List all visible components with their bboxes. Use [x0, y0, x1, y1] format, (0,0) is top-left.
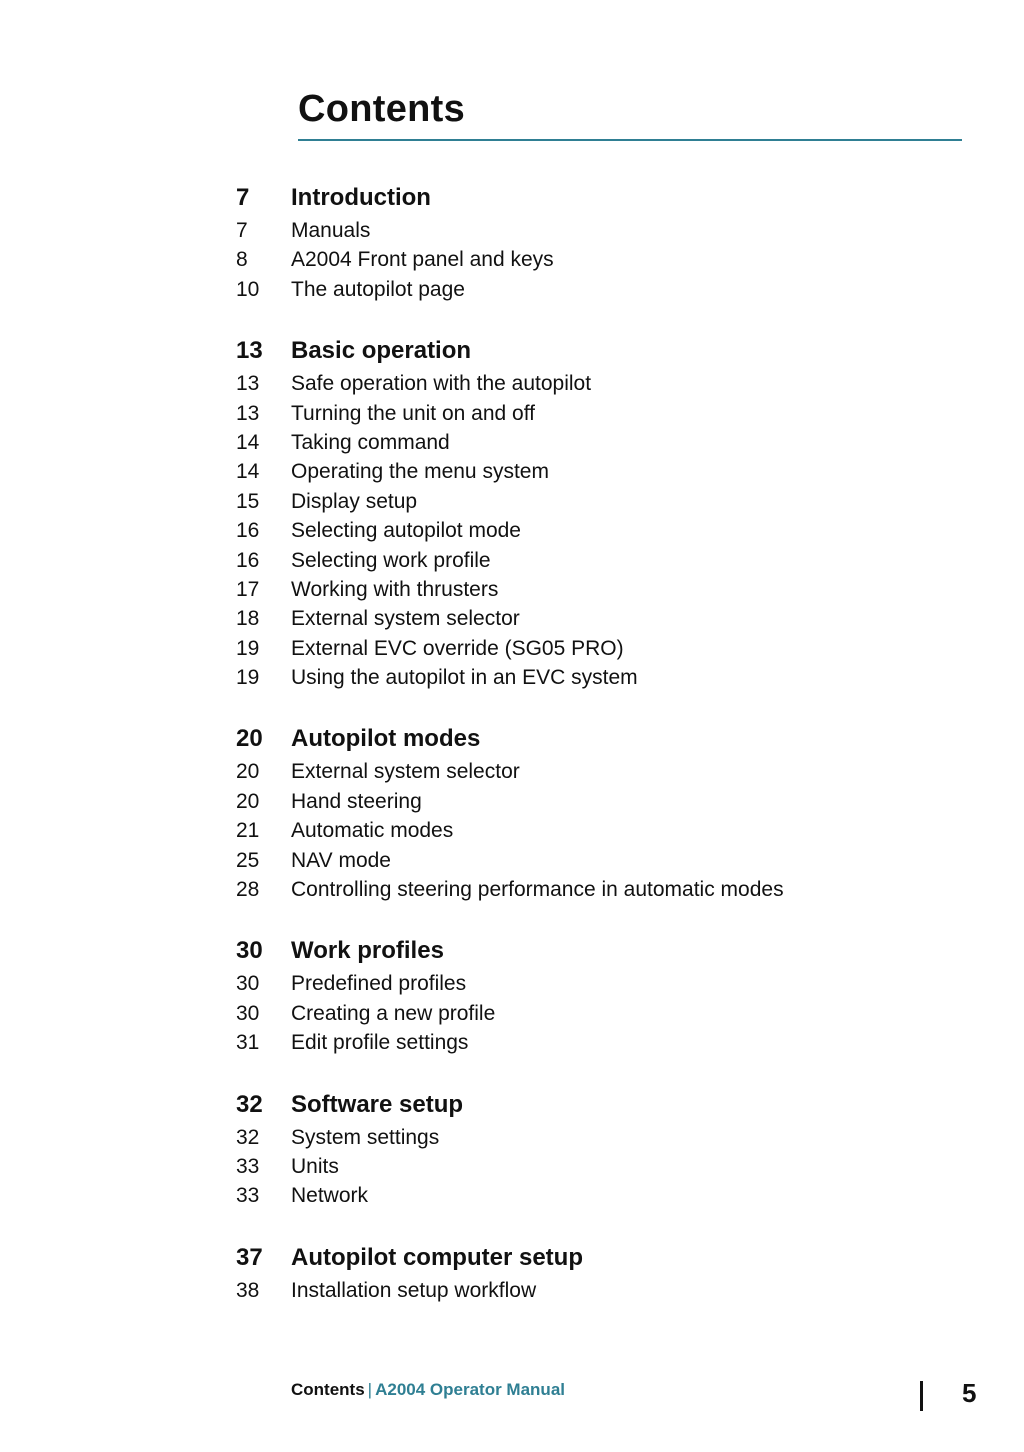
- toc-entry-title: Using the autopilot in an EVC system: [291, 666, 638, 690]
- footer-manual-name: A2004 Operator Manual: [375, 1380, 565, 1399]
- toc-entry-title: External system selector: [291, 760, 520, 784]
- toc-entry[interactable]: [236, 487, 976, 516]
- table-of-contents: [236, 180, 976, 1334]
- toc-entry[interactable]: [236, 875, 976, 904]
- toc-heading-page-number: 32: [236, 1090, 263, 1118]
- toc-entry[interactable]: [236, 634, 976, 663]
- toc-entry[interactable]: [236, 846, 976, 875]
- toc-entry[interactable]: [236, 546, 976, 575]
- toc-entry-title: External system selector: [291, 607, 520, 631]
- toc-entry[interactable]: [236, 399, 976, 428]
- toc-section: [236, 180, 976, 304]
- toc-section: [236, 721, 976, 904]
- toc-entry-title: Predefined profiles: [291, 972, 467, 996]
- toc-heading-title: Introduction: [291, 184, 431, 211]
- toc-entry-page-number: 21: [236, 819, 260, 843]
- title-divider: [298, 139, 962, 141]
- toc-entry-title: Working with thrusters: [291, 577, 499, 601]
- toc-section: [236, 933, 976, 1057]
- toc-entry[interactable]: [236, 516, 976, 545]
- toc-entry[interactable]: [236, 1152, 976, 1181]
- toc-entry-title: Edit profile settings: [291, 1031, 469, 1055]
- toc-section-heading[interactable]: [236, 933, 976, 969]
- toc-entry[interactable]: [236, 457, 976, 486]
- toc-entry[interactable]: [236, 575, 976, 604]
- toc-heading-page-number: 13: [236, 337, 263, 365]
- toc-entry[interactable]: [236, 1028, 976, 1057]
- toc-entry-title: Display setup: [291, 489, 418, 513]
- toc-entry-page-number: 16: [236, 519, 260, 543]
- toc-entry-title: Units: [291, 1154, 339, 1178]
- toc-entry[interactable]: [236, 663, 976, 692]
- page-number: 5: [962, 1378, 977, 1408]
- footer-divider-bar: [920, 1381, 923, 1411]
- toc-entry[interactable]: [236, 604, 976, 633]
- toc-entry-page-number: 16: [236, 548, 260, 572]
- toc-entry-page-number: 19: [236, 636, 260, 660]
- toc-entry-page-number: 28: [236, 878, 260, 902]
- toc-entry-page-number: 38: [236, 1278, 260, 1302]
- toc-entry-title: Controlling steering performance in automatic modes: [291, 878, 784, 902]
- toc-entry-title: Taking command: [291, 430, 450, 454]
- toc-entry[interactable]: [236, 787, 976, 816]
- toc-entry[interactable]: [236, 369, 976, 398]
- toc-entry-title: NAV mode: [291, 848, 391, 872]
- toc-entry-page-number: 20: [236, 760, 260, 784]
- toc-heading-title: Autopilot modes: [291, 725, 481, 753]
- toc-entry[interactable]: [236, 757, 976, 786]
- toc-entry-title: Operating the menu system: [291, 460, 549, 484]
- toc-heading-page-number: 37: [236, 1243, 263, 1271]
- toc-entry-page-number: 14: [236, 460, 260, 484]
- toc-entry-page-number: 13: [236, 401, 260, 425]
- toc-entry-title: External EVC override (SG05 PRO): [291, 636, 624, 660]
- toc-entry[interactable]: [236, 1181, 976, 1210]
- toc-section-heading[interactable]: [236, 1240, 976, 1276]
- footer: [291, 1380, 565, 1400]
- toc-heading-title: Autopilot computer setup: [291, 1243, 583, 1271]
- toc-section: [236, 1240, 976, 1305]
- toc-entry-page-number: 14: [236, 430, 260, 454]
- toc-entry-page-number: 8: [236, 248, 248, 272]
- toc-entry-title: Selecting work profile: [291, 548, 491, 572]
- toc-section-heading[interactable]: [236, 721, 976, 757]
- toc-entry-title: The autopilot page: [291, 277, 465, 301]
- toc-entry-title: Creating a new profile: [291, 1001, 496, 1025]
- toc-entry-page-number: 25: [236, 848, 260, 872]
- toc-heading-page-number: 7: [236, 184, 250, 211]
- toc-entry-page-number: 7: [236, 219, 248, 242]
- toc-entry-page-number: 33: [236, 1154, 260, 1178]
- toc-entry[interactable]: [236, 969, 976, 998]
- toc-section-heading[interactable]: [236, 333, 976, 369]
- toc-entry[interactable]: [236, 275, 976, 304]
- toc-entry-page-number: 30: [236, 972, 260, 996]
- toc-heading-title: Work profiles: [291, 937, 444, 965]
- toc-heading-title: Basic operation: [291, 337, 472, 365]
- toc-entry-title: System settings: [291, 1125, 440, 1149]
- toc-entry-title: A2004 Front panel and keys: [291, 248, 554, 272]
- toc-entry-title: Turning the unit on and off: [291, 401, 536, 425]
- toc-entry[interactable]: [236, 1276, 976, 1305]
- toc-entry-page-number: 30: [236, 1001, 260, 1025]
- toc-entry[interactable]: [236, 428, 976, 457]
- toc-entry-title: Automatic modes: [291, 819, 454, 843]
- toc-entry-page-number: 32: [236, 1125, 260, 1149]
- toc-entry-page-number: 20: [236, 789, 260, 813]
- toc-entry-title: Manuals: [291, 219, 371, 242]
- toc-entry[interactable]: [236, 245, 976, 274]
- footer-section-label: Contents: [291, 1380, 365, 1399]
- toc-entry-page-number: 17: [236, 577, 260, 601]
- toc-heading-title: Software setup: [291, 1090, 464, 1118]
- toc-entry-title: Safe operation with the autopilot: [291, 372, 592, 396]
- toc-entry-page-number: 33: [236, 1184, 260, 1208]
- toc-heading-page-number: 30: [236, 937, 263, 965]
- toc-entry-page-number: 15: [236, 489, 260, 513]
- toc-heading-page-number: 20: [236, 725, 263, 753]
- toc-entry-page-number: 19: [236, 666, 260, 690]
- toc-entry-page-number: 18: [236, 607, 260, 631]
- toc-entry-title: Hand steering: [291, 789, 422, 813]
- page-title: Contents: [298, 88, 466, 130]
- toc-entry-title: Selecting autopilot mode: [291, 519, 521, 543]
- toc-section: [236, 1087, 976, 1211]
- toc-entry-page-number: 10: [236, 277, 260, 301]
- toc-entry-page-number: 31: [236, 1031, 260, 1055]
- toc-entry-title: Network: [291, 1184, 369, 1208]
- toc-entry[interactable]: [236, 816, 976, 845]
- toc-entry[interactable]: [236, 1123, 976, 1152]
- toc-section-heading[interactable]: [236, 180, 976, 216]
- footer-separator: |: [367, 1380, 373, 1399]
- toc-entry[interactable]: [236, 999, 976, 1028]
- toc-entry-page-number: 13: [236, 372, 260, 396]
- toc-entry-title: Installation setup workflow: [291, 1278, 537, 1302]
- toc-section-heading[interactable]: [236, 1087, 976, 1123]
- toc-entry[interactable]: [236, 216, 976, 245]
- toc-section: [236, 333, 976, 692]
